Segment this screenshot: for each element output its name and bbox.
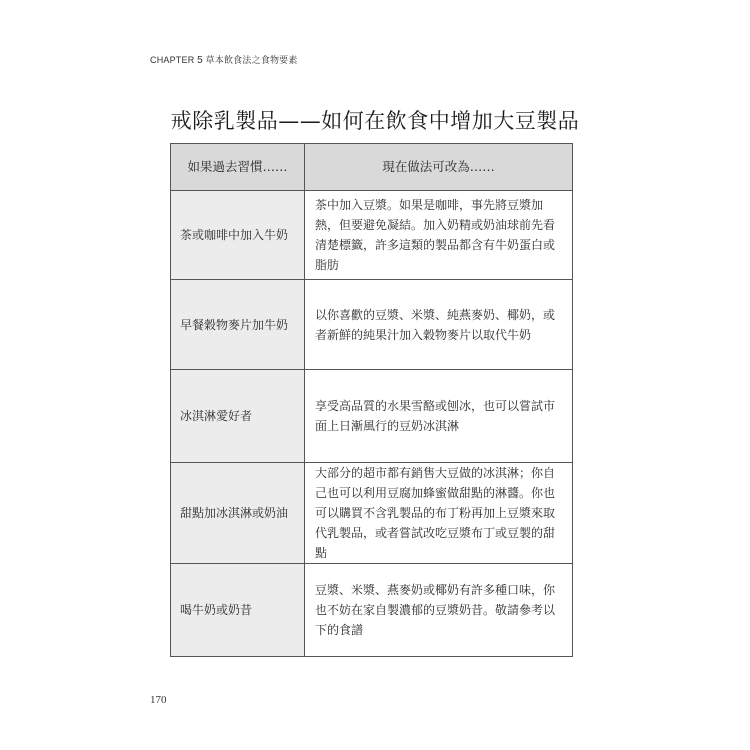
table-row: [171, 564, 573, 657]
chapter-label: CHAPTER: [150, 55, 195, 65]
new-method-cell: 以你喜歡的豆漿、米漿、純燕麥奶、椰奶，或者新鮮的純果汁加入穀物麥片以取代牛奶: [305, 280, 573, 370]
old-habit-cell: 早餐穀物麥片加牛奶: [171, 280, 305, 370]
old-habit-cell: 甜點加冰淇淋或奶油: [171, 463, 305, 564]
page-number: 170: [150, 694, 167, 706]
new-method-cell: 茶中加入豆漿。如果是咖啡，事先將豆漿加熱，但要避免凝結。加入奶精或奶油球前先看清楚標籤，許多這類的製品都含有牛奶蛋白或脂肪: [305, 191, 573, 280]
old-habit-cell: 喝牛奶或奶昔: [171, 564, 305, 657]
table-row: [171, 463, 573, 564]
habit-replacement-table: [170, 143, 573, 657]
table-row: [171, 280, 573, 370]
old-habit-cell: 茶或咖啡中加入牛奶: [171, 191, 305, 280]
new-method-cell: 豆漿、米漿、燕麥奶或椰奶有許多種口味，你也不妨在家自製濃郁的豆漿奶昔。敬請參考以下的食譜: [305, 564, 573, 657]
table-row: [171, 370, 573, 463]
table-row: [171, 191, 573, 280]
table-header-row: [171, 144, 573, 191]
column-header-old-habit: 如果過去習慣……: [171, 144, 305, 191]
page-title: 戒除乳製品——如何在飲食中增加大豆製品: [170, 109, 580, 133]
column-header-new-method: 現在做法可改為……: [305, 144, 573, 191]
new-method-cell: 享受高品質的水果雪酪或刨冰，也可以嘗試市面上日漸風行的豆奶冰淇淋: [305, 370, 573, 463]
running-header: [150, 53, 298, 66]
old-habit-cell: 冰淇淋愛好者: [171, 370, 305, 463]
new-method-cell: 大部分的超市都有銷售大豆做的冰淇淋；你自己也可以利用豆腐加蜂蜜做甜點的淋醬。你也可以購買不含乳製品的布丁粉再加上豆漿來取代乳製品，或者嘗試改吃豆漿布丁或豆製的甜點: [305, 463, 573, 564]
chapter-title: 草本飲食法之食物要素: [205, 55, 298, 65]
chapter-number: 5: [197, 55, 203, 66]
